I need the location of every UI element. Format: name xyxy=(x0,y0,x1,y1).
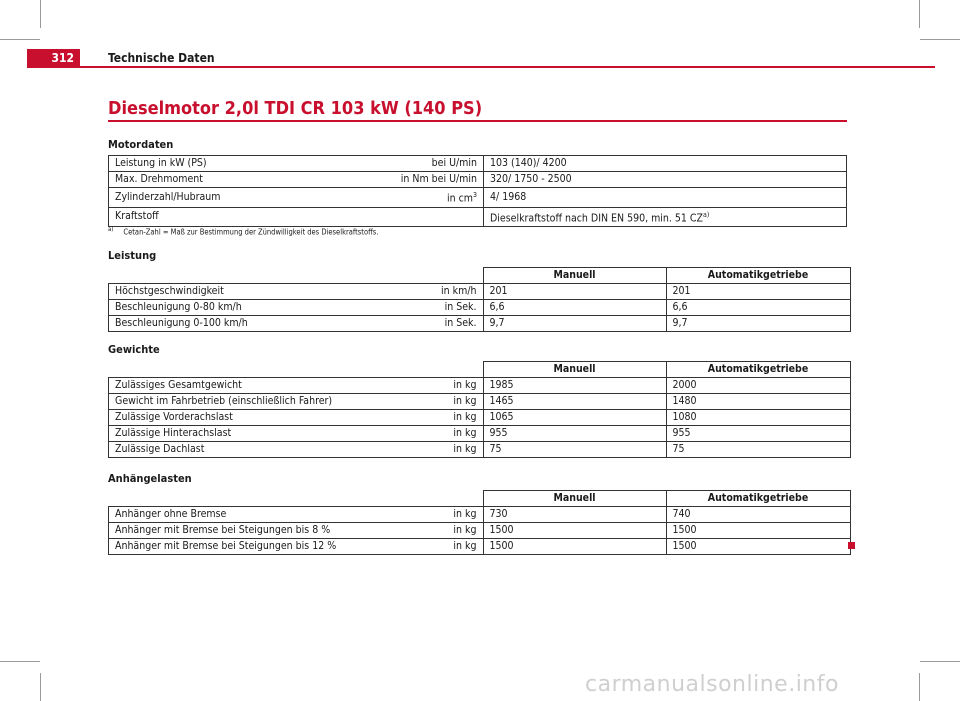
table-row xyxy=(109,539,851,555)
row-unit: in Nm bei U/min xyxy=(377,172,484,188)
table-row xyxy=(109,207,847,227)
row-unit: in kg xyxy=(377,378,484,394)
crop-mark xyxy=(920,39,960,40)
row-label: Beschleunigung 0-80 km/h xyxy=(109,300,377,316)
table-row xyxy=(109,394,851,410)
row-unit: bei U/min xyxy=(377,156,484,172)
footnote-marker: a) xyxy=(108,226,114,233)
row-label: Gewicht im Fahrbetrieb (einschließlich Fahrer) xyxy=(109,394,377,410)
value-manual: 75 xyxy=(483,442,666,458)
value-auto: 1480 xyxy=(666,394,850,410)
value-auto: 955 xyxy=(666,426,850,442)
col-header-auto: Automatikgetriebe xyxy=(666,491,850,507)
row-value: 103 (140)/ 4200 xyxy=(484,156,847,172)
row-unit: in kg xyxy=(377,394,484,410)
value-manual: 1985 xyxy=(483,378,666,394)
row-label: Max. Drehmoment xyxy=(109,172,378,188)
table-row xyxy=(109,410,851,426)
row-label: Zylinderzahl/Hubraum xyxy=(109,188,378,208)
running-title: Technische Daten xyxy=(108,51,215,65)
row-label: Beschleunigung 0-100 km/h xyxy=(109,316,377,332)
value-manual: 1465 xyxy=(483,394,666,410)
page-title: Dieselmotor 2,0l TDI CR 103 kW (140 PS) xyxy=(108,98,483,119)
row-unit: in Sek. xyxy=(377,316,484,332)
section-label-weights: Gewichte xyxy=(108,343,160,356)
value-manual: 730 xyxy=(483,507,666,523)
value-auto: 201 xyxy=(666,284,850,300)
row-label: Anhänger mit Bremse bei Steigungen bis 12 % xyxy=(109,539,377,555)
table-row xyxy=(109,316,851,332)
value-manual: 6,6 xyxy=(483,300,666,316)
table-row xyxy=(109,507,851,523)
crop-mark xyxy=(40,0,41,28)
engine-table xyxy=(108,155,847,227)
page-number: 312 xyxy=(27,49,80,67)
row-unit: in km/h xyxy=(377,284,484,300)
table-row xyxy=(109,378,851,394)
crop-mark xyxy=(0,661,40,662)
row-label: Zulässige Hinterachslast xyxy=(109,426,377,442)
row-label: Höchstgeschwindigkeit xyxy=(109,284,377,300)
col-header-auto: Automatikgetriebe xyxy=(666,268,850,284)
crop-mark xyxy=(0,39,40,40)
crop-mark xyxy=(40,673,41,701)
crop-mark xyxy=(920,661,960,662)
row-unit: in kg xyxy=(377,507,484,523)
value-auto: 740 xyxy=(666,507,850,523)
value-manual: 1500 xyxy=(483,523,666,539)
crop-mark xyxy=(919,0,920,28)
table-row xyxy=(109,442,851,458)
header-rule xyxy=(27,66,935,68)
crop-mark xyxy=(919,673,920,701)
section-label-performance: Leistung xyxy=(108,249,157,262)
value-auto: 9,7 xyxy=(666,316,850,332)
performance-table xyxy=(108,267,851,332)
row-label: Zulässige Dachlast xyxy=(109,442,377,458)
table-row xyxy=(109,426,851,442)
col-header-manual: Manuell xyxy=(483,268,666,284)
row-label: Anhänger ohne Bremse xyxy=(109,507,377,523)
value-auto: 1500 xyxy=(666,539,850,555)
row-unit: in kg xyxy=(377,426,484,442)
row-value: 320/ 1750 - 2500 xyxy=(484,172,847,188)
row-label: Zulässige Vorderachslast xyxy=(109,410,377,426)
footnote-text: Cetan-Zahl = Maß zur Bestimmung der Zündwilligkeit des Dieselkraftstoffs. xyxy=(123,227,379,237)
table-row xyxy=(109,172,847,188)
value-auto: 1080 xyxy=(666,410,850,426)
watermark: carmanualsonline.info xyxy=(585,672,839,697)
trailer-table xyxy=(108,490,851,555)
row-value: Dieselkraftstoff nach DIN EN 590, min. 51 CZ$^{a)}$ xyxy=(484,207,847,227)
col-header-manual: Manuell xyxy=(483,491,666,507)
row-value: 4/ 1968 xyxy=(484,188,847,208)
row-unit: in kg xyxy=(377,539,484,555)
value-auto: 1500 xyxy=(666,523,850,539)
value-manual: 1500 xyxy=(483,539,666,555)
row-label: Anhänger mit Bremse bei Steigungen bis 8 % xyxy=(109,523,377,539)
row-unit xyxy=(377,207,484,227)
table-row xyxy=(109,523,851,539)
row-unit: in kg xyxy=(377,410,484,426)
col-header-manual: Manuell xyxy=(483,362,666,378)
value-auto: 2000 xyxy=(666,378,850,394)
value-auto: 75 xyxy=(666,442,850,458)
col-header-auto: Automatikgetriebe xyxy=(666,362,850,378)
table-row xyxy=(109,156,847,172)
section-end-marker xyxy=(848,542,855,549)
row-unit: in Sek. xyxy=(377,300,484,316)
table-row xyxy=(109,188,847,208)
section-label-trailer: Anhängelasten xyxy=(108,472,192,485)
value-auto: 6,6 xyxy=(666,300,850,316)
row-unit: in $cm^3$ xyxy=(377,188,484,208)
table-row xyxy=(109,284,851,300)
value-manual: 955 xyxy=(483,426,666,442)
row-label: Leistung in kW (PS) xyxy=(109,156,378,172)
title-rule xyxy=(108,120,847,122)
value-manual: 1065 xyxy=(483,410,666,426)
table-row xyxy=(109,300,851,316)
value-manual: 201 xyxy=(483,284,666,300)
footnote xyxy=(108,226,378,237)
row-unit: in kg xyxy=(377,442,484,458)
row-label: Kraftstoff xyxy=(109,207,378,227)
weights-table xyxy=(108,361,851,458)
value-manual: 9,7 xyxy=(483,316,666,332)
row-label: Zulässiges Gesamtgewicht xyxy=(109,378,377,394)
section-label-engine: Motordaten xyxy=(108,138,174,151)
row-unit: in kg xyxy=(377,523,484,539)
